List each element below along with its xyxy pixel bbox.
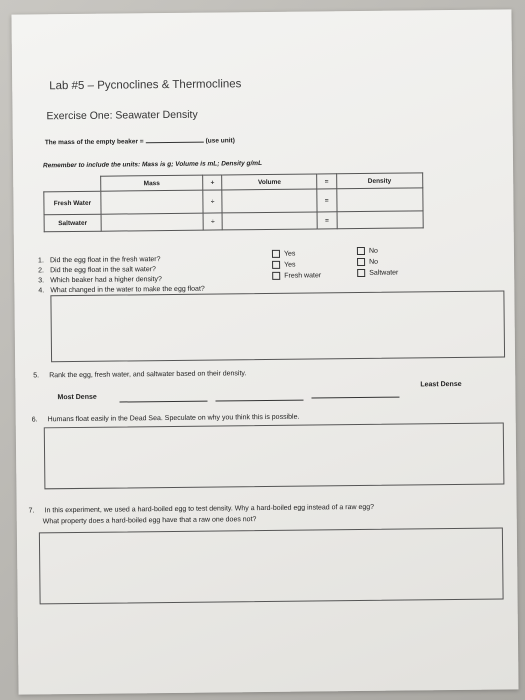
question-7-line-2: What property does a hard-boiled egg have that a raw one does not? — [42, 516, 257, 526]
q1-option-no[interactable] — [357, 247, 378, 255]
header-equals: = — [317, 174, 337, 189]
question-number: 7. — [28, 507, 35, 515]
row-label-saltwater: Saltwater — [44, 214, 101, 232]
page-title: Lab #5 – Pycnoclines & Thermoclines — [49, 78, 242, 93]
question-number: 5. — [33, 372, 40, 380]
question-text: Did the egg float in the fresh water? — [49, 256, 161, 265]
cell-salt-op1: ÷ — [203, 213, 223, 230]
cell-fresh-op1: ÷ — [203, 190, 223, 213]
rank-blank-1[interactable] — [120, 401, 208, 403]
empty-beaker-unit-note: (use unit) — [205, 137, 235, 145]
q3-option-fresh-water[interactable] — [272, 271, 321, 280]
question-text: In this experiment, we used a hard-boiled egg to test density. Why a hard-boiled egg instead of a raw egg? — [44, 503, 375, 515]
q2-option-no[interactable] — [357, 258, 378, 266]
question-text: What changed in the water to make the egg float? — [50, 285, 205, 295]
question-3 — [38, 276, 162, 284]
question-text: Humans float easily in the Dead Sea. Speculate on why you think this is possible. — [47, 413, 300, 424]
q7-answer-box[interactable] — [39, 528, 504, 605]
checkbox-icon[interactable] — [357, 258, 365, 266]
cell-fresh-volume[interactable] — [222, 189, 317, 213]
cell-fresh-op2: = — [317, 189, 337, 212]
q6-answer-box[interactable] — [44, 423, 505, 490]
checkbox-icon[interactable] — [357, 269, 365, 277]
q4-answer-box[interactable] — [50, 290, 505, 362]
cell-salt-volume[interactable] — [222, 212, 317, 230]
least-dense-label: Least Dense — [420, 380, 462, 389]
header-plus: + — [203, 175, 223, 190]
header-volume: Volume — [222, 174, 317, 190]
most-dense-label: Most Dense — [57, 393, 97, 402]
cell-salt-density[interactable] — [337, 211, 424, 229]
option-label: Yes — [283, 250, 296, 258]
question-text: Which beaker had a higher density? — [50, 276, 162, 285]
q3-option-saltwater[interactable] — [357, 269, 398, 277]
units-reminder: Remember to include the units: Mass is g; Volume is mL; Density g/mL — [43, 160, 263, 170]
exercise-heading: Exercise One: Seawater Density — [46, 108, 198, 123]
question-text: Rank the egg, fresh water, and saltwater based on their density. — [49, 370, 247, 380]
rank-blank-2[interactable] — [216, 400, 304, 402]
table-corner — [44, 176, 101, 192]
checkbox-icon[interactable] — [357, 247, 365, 255]
empty-beaker-line — [45, 135, 235, 146]
question-1 — [38, 256, 161, 264]
cell-fresh-mass[interactable] — [101, 190, 203, 214]
question-5 — [33, 370, 246, 379]
option-label: No — [369, 258, 379, 266]
cell-fresh-density[interactable] — [336, 188, 423, 212]
checkbox-icon[interactable] — [272, 272, 280, 280]
cell-salt-mass[interactable] — [101, 213, 203, 231]
checkbox-icon[interactable] — [272, 261, 280, 269]
q2-option-yes[interactable] — [272, 261, 296, 269]
question-number: 6. — [31, 416, 38, 424]
question-number: 3. — [38, 277, 45, 285]
option-label: No — [368, 247, 378, 255]
option-label: Saltwater — [369, 269, 399, 277]
table-row — [44, 211, 423, 232]
option-label: Yes — [284, 261, 296, 269]
empty-beaker-blank[interactable] — [146, 136, 204, 144]
question-number: 2. — [38, 267, 45, 275]
checkbox-icon[interactable] — [272, 250, 280, 258]
q1-option-yes[interactable] — [272, 250, 296, 258]
worksheet-page — [11, 9, 518, 694]
question-number: 1. — [37, 257, 44, 265]
header-mass: Mass — [101, 175, 203, 191]
density-table — [43, 172, 424, 232]
question-text: Did the egg float in the salt water? — [50, 266, 156, 275]
option-label: Fresh water — [284, 272, 322, 280]
row-label-fresh-water: Fresh Water — [44, 191, 101, 215]
question-2 — [38, 266, 156, 274]
question-7 — [29, 504, 374, 515]
header-density: Density — [336, 173, 423, 189]
empty-beaker-label: The mass of the empty beaker = — [44, 138, 144, 147]
rank-blank-3[interactable] — [311, 397, 399, 399]
question-6 — [32, 414, 300, 424]
question-number: 4. — [38, 287, 45, 295]
cell-salt-op2: = — [317, 212, 337, 229]
